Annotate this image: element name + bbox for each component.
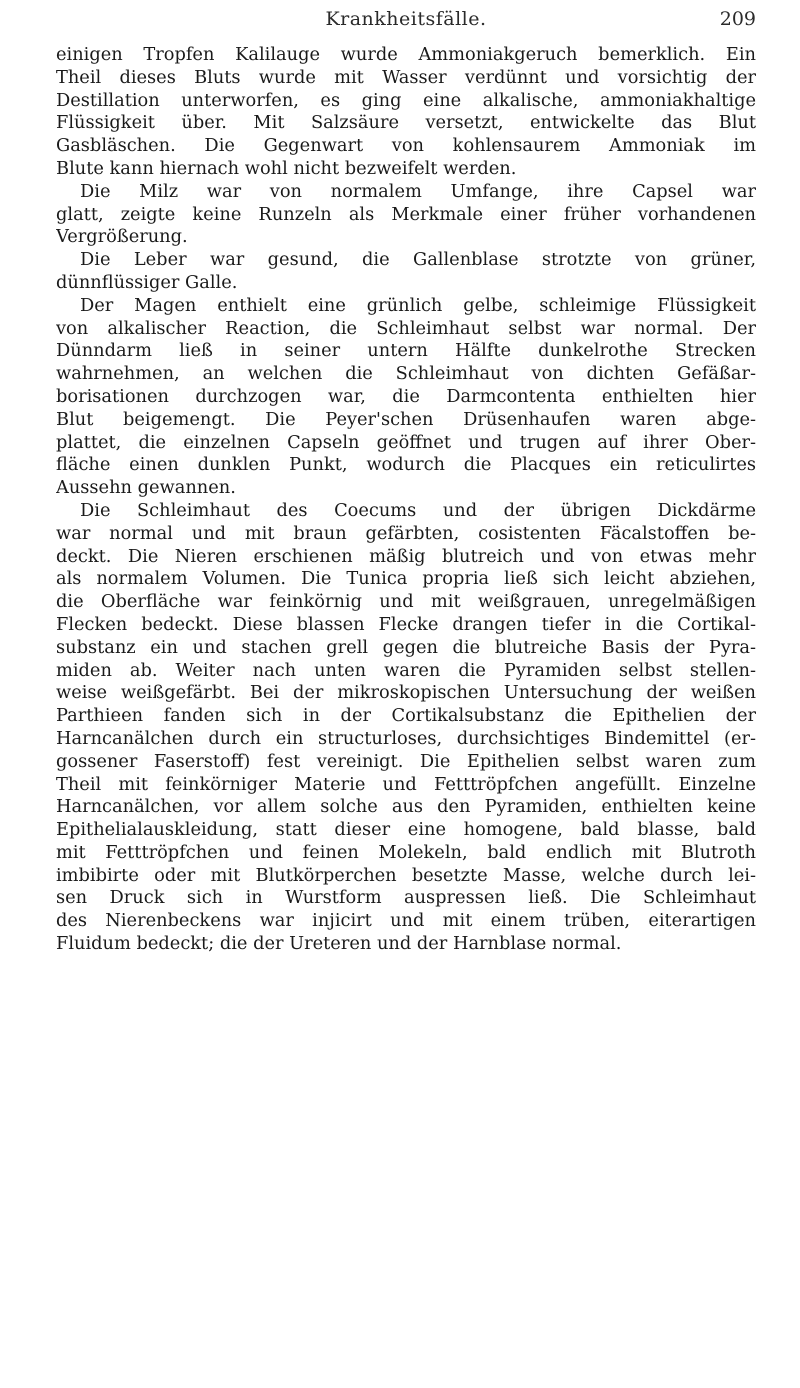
text-line: weise weißgefärbt. Bei der mikroskopischen Untersuchung der weißen <box>56 682 756 704</box>
text-line: Parthieen fanden sich in der Cortikalsubstanz die Epithelien der <box>56 705 756 727</box>
text-line: Der Magen enthielt eine grünlich gelbe, schleimige Flüssigkeit <box>80 294 756 316</box>
text-line: von alkalischer Reaction, die Schleimhaut selbst war normal. Der <box>56 317 756 339</box>
text-line: Blute kann hiernach wohl nicht bezweifelt werden. <box>56 157 517 179</box>
text-line: plattet, die einzelnen Capseln geöffnet und trugen auf ihrer Ober- <box>56 431 756 453</box>
text-line: als normalem Volumen. Die Tunica propria ließ sich leicht abziehen, <box>56 568 756 590</box>
text-line: wahrnehmen, an welchen die Schleimhaut von dichten Gefäßar- <box>56 363 756 385</box>
text-line: Gasbläschen. Die Gegenwart von kohlensaurem Ammoniak im <box>56 135 756 157</box>
text-line: deckt. Die Nieren erschienen mäßig blutreich und von etwas mehr <box>56 545 756 567</box>
text-line: Blut beigemengt. Die Peyer'schen Drüsenhaufen waren abge- <box>56 408 756 430</box>
text-line: glatt, zeigte keine Runzeln als Merkmale einer früher vorhandenen <box>56 203 756 225</box>
text-line: gossener Faserstoff) fest vereinigt. Die Epithelien selbst waren zum <box>56 750 756 772</box>
text-line: Dünndarm ließ in seiner untern Hälfte dunkelrothe Strecken <box>56 340 756 362</box>
text-line: mit Fetttröpfchen und feinen Molekeln, bald endlich mit Blutroth <box>56 841 756 863</box>
text-line: die Oberfläche war feinkörnig und mit weißgrauen, unregelmäßigen <box>56 591 756 613</box>
text-line: substanz ein und stachen grell gegen die blutreiche Basis der Pyra- <box>56 636 756 658</box>
text-line: Harncanälchen, vor allem solche aus den Pyramiden, enthielten keine <box>56 796 756 818</box>
text-line: Fluidum bedeckt; die der Ureteren und der Harnblase normal. <box>56 933 622 955</box>
text-line: Die Leber war gesund, die Gallenblase strotzte von grüner, <box>80 249 756 271</box>
text-line: Epithelialauskleidung, statt dieser eine homogene, bald blasse, bald <box>56 819 756 841</box>
page-number: 209 <box>719 8 756 30</box>
text-line: Flüssigkeit über. Mit Salzsäure versetzt, entwickelte das Blut <box>56 112 756 134</box>
running-head <box>56 8 756 38</box>
body-text <box>56 44 756 956</box>
text-line: borisationen durchzogen war, die Darmcontenta enthielten hier <box>56 385 756 407</box>
text-line: Die Schleimhaut des Coecums und der übrigen Dickdärme <box>80 499 756 521</box>
text-line: Vergrößerung. <box>56 226 188 248</box>
text-line: des Nierenbeckens war injicirt und mit einem trüben, eiterartigen <box>56 910 756 932</box>
text-line: Destillation unterworfen, es ging eine alkalische, ammoniakhaltige <box>56 89 756 111</box>
text-line: einigen Tropfen Kalilauge wurde Ammoniakgeruch bemerklich. Ein <box>56 44 756 65</box>
text-line: Harncanälchen durch ein structurloses, durchsichtiges Bindemittel (er- <box>56 727 756 749</box>
text-line: Flecken bedeckt. Diese blassen Flecke drangen tiefer in die Cortikal- <box>56 613 756 635</box>
text-line: Theil mit feinkörniger Materie und Fetttröpfchen angefüllt. Einzelne <box>56 773 756 795</box>
text-line: Aussehn gewannen. <box>56 477 236 499</box>
text-line: Theil dieses Bluts wurde mit Wasser verdünnt und vorsichtig der <box>56 66 756 88</box>
text-line: sen Druck sich in Wurstform auspressen ließ. Die Schleimhaut <box>56 887 756 909</box>
running-title: Krankheitsfälle. <box>325 8 487 30</box>
text-line: imbibirte oder mit Blutkörperchen besetzte Masse, welche durch lei- <box>56 864 756 886</box>
text-line: fläche einen dunklen Punkt, wodurch die Placques ein reticulirtes <box>56 454 756 476</box>
text-line: Die Milz war von normalem Umfange, ihre Capsel war <box>80 180 756 202</box>
text-line: miden ab. Weiter nach unten waren die Pyramiden selbst stellen- <box>56 659 756 681</box>
text-line: dünnflüssiger Galle. <box>56 271 238 293</box>
text-line: war normal und mit braun gefärbten, cosistenten Fäcalstoffen be- <box>56 522 756 544</box>
